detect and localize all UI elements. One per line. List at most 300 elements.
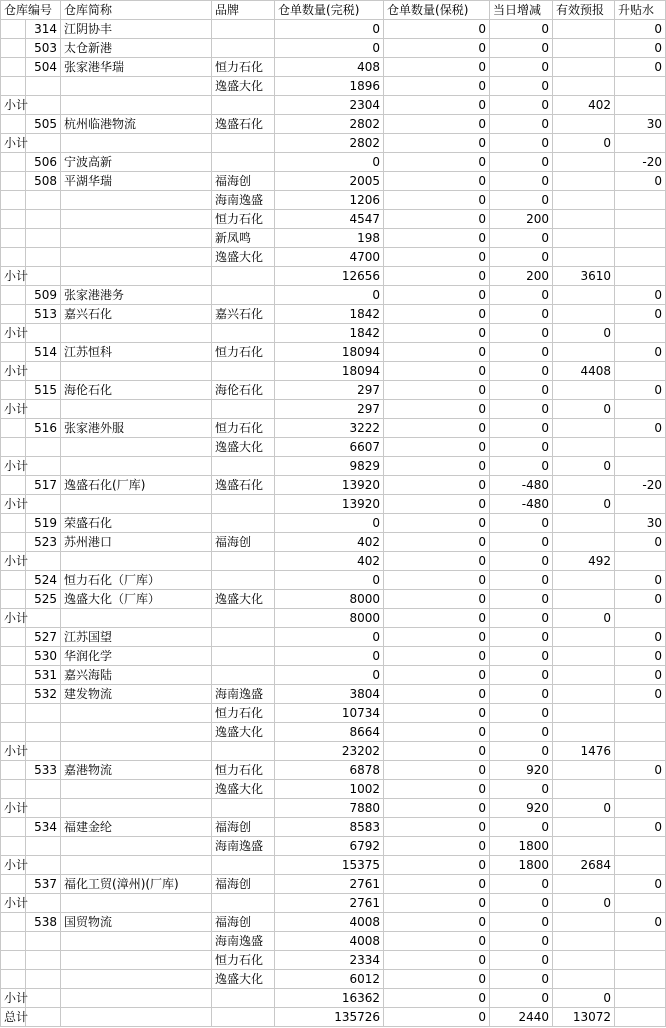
qty-duty-paid-cell: 2761 — [275, 894, 384, 913]
warehouse-code-cell — [26, 362, 61, 381]
qty-duty-paid-cell: 0 — [275, 628, 384, 647]
warehouse-name-cell: 荣盛石化 — [61, 514, 212, 533]
qty-duty-paid-cell: 4700 — [275, 248, 384, 267]
daily-change-cell: 0 — [490, 723, 553, 742]
warehouse-name-cell — [61, 229, 212, 248]
table-row — [1, 685, 666, 704]
brand-cell — [212, 400, 275, 419]
warehouse-name-cell — [61, 799, 212, 818]
daily-change-cell: 0 — [490, 894, 553, 913]
brand-cell — [212, 134, 275, 153]
premium-discount-cell — [615, 609, 666, 628]
valid-forecast-cell — [553, 970, 615, 989]
row-label-cell: 小计 — [1, 609, 26, 628]
row-label-cell — [1, 438, 26, 457]
qty-duty-paid-cell: 297 — [275, 400, 384, 419]
premium-discount-cell — [615, 77, 666, 96]
brand-cell — [212, 96, 275, 115]
table-row — [1, 818, 666, 837]
warehouse-name-cell — [61, 210, 212, 229]
row-label-cell: 小计 — [1, 96, 26, 115]
table-row — [1, 761, 666, 780]
warehouse-name-cell: 杭州临港物流 — [61, 115, 212, 134]
premium-discount-cell — [615, 134, 666, 153]
valid-forecast-cell — [553, 666, 615, 685]
brand-cell: 福海创 — [212, 533, 275, 552]
premium-discount-cell — [615, 989, 666, 1008]
qty-bonded-cell: 0 — [384, 400, 490, 419]
qty-bonded-cell: 0 — [384, 172, 490, 191]
premium-discount-cell — [615, 723, 666, 742]
warehouse-code-cell: 508 — [26, 172, 61, 191]
daily-change-cell: 0 — [490, 704, 553, 723]
warehouse-code-cell — [26, 780, 61, 799]
valid-forecast-cell — [553, 514, 615, 533]
row-label-cell: 小计 — [1, 362, 26, 381]
brand-cell: 福海创 — [212, 172, 275, 191]
row-label-cell: 小计 — [1, 134, 26, 153]
valid-forecast-cell — [553, 210, 615, 229]
qty-bonded-cell: 0 — [384, 77, 490, 96]
premium-discount-cell: 30 — [615, 115, 666, 134]
table-row — [1, 77, 666, 96]
daily-change-cell: 0 — [490, 552, 553, 571]
brand-cell: 恒力石化 — [212, 704, 275, 723]
table-row — [1, 267, 666, 286]
row-label-cell: 小计 — [1, 742, 26, 761]
daily-change-cell: 0 — [490, 875, 553, 894]
warehouse-code-cell — [26, 267, 61, 286]
table-row — [1, 913, 666, 932]
row-label-cell: 总计 — [1, 1008, 26, 1027]
table-row — [1, 362, 666, 381]
row-label-cell — [1, 571, 26, 590]
warehouse-code-cell: 509 — [26, 286, 61, 305]
warehouse-name-cell — [61, 1008, 212, 1027]
qty-duty-paid-cell: 408 — [275, 58, 384, 77]
qty-duty-paid-cell: 402 — [275, 552, 384, 571]
row-label-cell — [1, 837, 26, 856]
table-row — [1, 666, 666, 685]
premium-discount-cell: -20 — [615, 476, 666, 495]
daily-change-cell: 0 — [490, 39, 553, 58]
brand-cell — [212, 628, 275, 647]
warehouse-code-cell — [26, 932, 61, 951]
valid-forecast-cell — [553, 172, 615, 191]
premium-discount-cell — [615, 856, 666, 875]
valid-forecast-cell — [553, 628, 615, 647]
premium-discount-cell: 0 — [615, 172, 666, 191]
row-label-cell — [1, 628, 26, 647]
qty-bonded-cell: 0 — [384, 267, 490, 286]
table-row — [1, 647, 666, 666]
qty-bonded-cell: 0 — [384, 647, 490, 666]
warehouse-name-cell — [61, 96, 212, 115]
qty-bonded-cell: 0 — [384, 476, 490, 495]
qty-duty-paid-cell: 13920 — [275, 495, 384, 514]
warehouse-code-cell: 533 — [26, 761, 61, 780]
warehouse-code-cell: 527 — [26, 628, 61, 647]
qty-bonded-cell: 0 — [384, 913, 490, 932]
brand-cell: 逸盛石化 — [212, 115, 275, 134]
daily-change-cell: 0 — [490, 96, 553, 115]
table-row — [1, 39, 666, 58]
warehouse-code-cell — [26, 210, 61, 229]
table-row — [1, 381, 666, 400]
table-row — [1, 514, 666, 533]
valid-forecast-cell — [553, 77, 615, 96]
warehouse-code-cell: 538 — [26, 913, 61, 932]
qty-bonded-cell: 0 — [384, 875, 490, 894]
row-label-cell — [1, 818, 26, 837]
qty-duty-paid-cell: 297 — [275, 381, 384, 400]
valid-forecast-cell — [553, 913, 615, 932]
row-label-cell — [1, 704, 26, 723]
warehouse-name-cell — [61, 457, 212, 476]
premium-discount-cell: 0 — [615, 343, 666, 362]
qty-bonded-cell: 0 — [384, 39, 490, 58]
warehouse-code-cell — [26, 400, 61, 419]
daily-change-cell: 0 — [490, 20, 553, 39]
daily-change-cell: -480 — [490, 495, 553, 514]
brand-cell: 嘉兴石化 — [212, 305, 275, 324]
qty-duty-paid-cell: 18094 — [275, 362, 384, 381]
warehouse-code-cell: 513 — [26, 305, 61, 324]
valid-forecast-cell: 0 — [553, 495, 615, 514]
warehouse-code-cell — [26, 970, 61, 989]
premium-discount-cell — [615, 799, 666, 818]
valid-forecast-cell — [553, 951, 615, 970]
brand-cell: 逸盛大化 — [212, 723, 275, 742]
warehouse-name-cell: 华润化学 — [61, 647, 212, 666]
row-label-cell — [1, 248, 26, 267]
table-row — [1, 134, 666, 153]
brand-cell — [212, 894, 275, 913]
qty-duty-paid-cell: 0 — [275, 571, 384, 590]
brand-cell: 海南逸盛 — [212, 932, 275, 951]
brand-cell — [212, 362, 275, 381]
valid-forecast-cell — [553, 286, 615, 305]
warehouse-name-cell: 太仓新港 — [61, 39, 212, 58]
qty-duty-paid-cell: 0 — [275, 39, 384, 58]
row-label-cell — [1, 172, 26, 191]
premium-discount-cell — [615, 362, 666, 381]
table-row — [1, 229, 666, 248]
warehouse-name-cell: 逸盛大化（厂库） — [61, 590, 212, 609]
row-label-cell — [1, 343, 26, 362]
qty-bonded-cell: 0 — [384, 191, 490, 210]
brand-cell: 逸盛大化 — [212, 590, 275, 609]
daily-change-cell: 0 — [490, 628, 553, 647]
brand-cell — [212, 552, 275, 571]
warehouse-code-cell: 525 — [26, 590, 61, 609]
warehouse-name-cell: 海伦石化 — [61, 381, 212, 400]
daily-change-cell: 200 — [490, 210, 553, 229]
table-row — [1, 590, 666, 609]
warehouse-name-cell: 苏州港口 — [61, 533, 212, 552]
table-row — [1, 552, 666, 571]
premium-discount-cell: 0 — [615, 39, 666, 58]
table-row — [1, 723, 666, 742]
qty-bonded-cell: 0 — [384, 514, 490, 533]
qty-bonded-cell: 0 — [384, 856, 490, 875]
row-label-cell — [1, 229, 26, 248]
row-label-cell: 小计 — [1, 457, 26, 476]
qty-bonded-cell: 0 — [384, 305, 490, 324]
daily-change-cell: 0 — [490, 134, 553, 153]
row-label-cell — [1, 476, 26, 495]
premium-discount-cell: -20 — [615, 153, 666, 172]
warehouse-name-cell — [61, 970, 212, 989]
premium-discount-cell — [615, 951, 666, 970]
valid-forecast-cell — [553, 590, 615, 609]
header-valid-forecast: 有效预报 — [553, 1, 615, 20]
warehouse-code-cell — [26, 77, 61, 96]
premium-discount-cell: 0 — [615, 628, 666, 647]
premium-discount-cell: 0 — [615, 685, 666, 704]
table-row — [1, 305, 666, 324]
table-header — [1, 1, 666, 20]
warehouse-code-cell: 523 — [26, 533, 61, 552]
valid-forecast-cell — [553, 723, 615, 742]
daily-change-cell: 0 — [490, 248, 553, 267]
warehouse-name-cell: 建发物流 — [61, 685, 212, 704]
row-label-cell — [1, 780, 26, 799]
daily-change-cell: 0 — [490, 818, 553, 837]
warehouse-name-cell: 国贸物流 — [61, 913, 212, 932]
row-label-cell: 小计 — [1, 324, 26, 343]
row-label-cell: 小计 — [1, 799, 26, 818]
qty-bonded-cell: 0 — [384, 286, 490, 305]
table-row — [1, 419, 666, 438]
brand-cell — [212, 856, 275, 875]
valid-forecast-cell — [553, 780, 615, 799]
valid-forecast-cell: 2684 — [553, 856, 615, 875]
qty-duty-paid-cell: 15375 — [275, 856, 384, 875]
qty-duty-paid-cell: 402 — [275, 533, 384, 552]
row-label-cell — [1, 191, 26, 210]
table-row — [1, 951, 666, 970]
qty-duty-paid-cell: 0 — [275, 20, 384, 39]
warehouse-name-cell — [61, 704, 212, 723]
table-row — [1, 324, 666, 343]
daily-change-cell: 0 — [490, 742, 553, 761]
premium-discount-cell — [615, 267, 666, 286]
row-label-cell: 小计 — [1, 989, 26, 1008]
warehouse-code-cell — [26, 134, 61, 153]
table-row — [1, 932, 666, 951]
table-row — [1, 172, 666, 191]
qty-bonded-cell: 0 — [384, 818, 490, 837]
brand-cell — [212, 153, 275, 172]
warehouse-name-cell — [61, 780, 212, 799]
brand-cell — [212, 571, 275, 590]
warehouse-name-cell — [61, 723, 212, 742]
daily-change-cell: 0 — [490, 970, 553, 989]
header-daily-change: 当日增减 — [490, 1, 553, 20]
brand-cell — [212, 324, 275, 343]
daily-change-cell: 0 — [490, 913, 553, 932]
warehouse-code-cell: 530 — [26, 647, 61, 666]
warehouse-name-cell — [61, 134, 212, 153]
valid-forecast-cell — [553, 875, 615, 894]
premium-discount-cell: 0 — [615, 647, 666, 666]
qty-duty-paid-cell: 2304 — [275, 96, 384, 115]
warehouse-code-cell — [26, 837, 61, 856]
valid-forecast-cell: 0 — [553, 609, 615, 628]
daily-change-cell: 0 — [490, 514, 553, 533]
warehouse-code-cell — [26, 856, 61, 875]
row-label-cell — [1, 875, 26, 894]
brand-cell — [212, 286, 275, 305]
brand-cell — [212, 989, 275, 1008]
qty-duty-paid-cell: 4547 — [275, 210, 384, 229]
table-row — [1, 780, 666, 799]
warehouse-code-cell: 515 — [26, 381, 61, 400]
warehouse-code-cell — [26, 894, 61, 913]
table-row — [1, 799, 666, 818]
qty-duty-paid-cell: 9829 — [275, 457, 384, 476]
premium-discount-cell — [615, 457, 666, 476]
warehouse-code-cell — [26, 495, 61, 514]
warehouse-name-cell: 宁波高新 — [61, 153, 212, 172]
qty-bonded-cell: 0 — [384, 989, 490, 1008]
warehouse-name-cell: 恒力石化（厂库） — [61, 571, 212, 590]
daily-change-cell: 0 — [490, 381, 553, 400]
table-body — [1, 20, 666, 1027]
daily-change-cell: 0 — [490, 191, 553, 210]
row-label-cell — [1, 666, 26, 685]
qty-bonded-cell: 0 — [384, 438, 490, 457]
premium-discount-cell — [615, 324, 666, 343]
qty-duty-paid-cell: 7880 — [275, 799, 384, 818]
qty-duty-paid-cell: 10734 — [275, 704, 384, 723]
premium-discount-cell — [615, 210, 666, 229]
warehouse-name-cell: 逸盛石化(厂库) — [61, 476, 212, 495]
valid-forecast-cell — [553, 229, 615, 248]
qty-duty-paid-cell: 23202 — [275, 742, 384, 761]
row-label-cell: 小计 — [1, 552, 26, 571]
premium-discount-cell: 0 — [615, 419, 666, 438]
premium-discount-cell — [615, 894, 666, 913]
qty-duty-paid-cell: 8583 — [275, 818, 384, 837]
qty-duty-paid-cell: 8664 — [275, 723, 384, 742]
daily-change-cell: 200 — [490, 267, 553, 286]
table-row — [1, 476, 666, 495]
warehouse-code-cell — [26, 229, 61, 248]
warehouse-name-cell: 福化工贸(漳州)(厂库) — [61, 875, 212, 894]
daily-change-cell: 0 — [490, 153, 553, 172]
brand-cell: 恒力石化 — [212, 951, 275, 970]
premium-discount-cell: 0 — [615, 571, 666, 590]
warehouse-code-cell — [26, 191, 61, 210]
row-label-cell — [1, 951, 26, 970]
warehouse-name-cell: 江苏恒科 — [61, 343, 212, 362]
valid-forecast-cell — [553, 248, 615, 267]
header-warehouse-code: 仓库编号 — [1, 1, 61, 20]
premium-discount-cell: 0 — [615, 875, 666, 894]
warehouse-name-cell — [61, 248, 212, 267]
warehouse-name-cell: 江阴协丰 — [61, 20, 212, 39]
warehouse-code-cell: 534 — [26, 818, 61, 837]
valid-forecast-cell — [553, 761, 615, 780]
qty-bonded-cell: 0 — [384, 780, 490, 799]
warehouse-name-cell — [61, 989, 212, 1008]
premium-discount-cell — [615, 400, 666, 419]
row-label-cell — [1, 685, 26, 704]
valid-forecast-cell: 0 — [553, 457, 615, 476]
daily-change-cell: 0 — [490, 533, 553, 552]
valid-forecast-cell — [553, 115, 615, 134]
valid-forecast-cell: 1476 — [553, 742, 615, 761]
qty-bonded-cell: 0 — [384, 457, 490, 476]
row-label-cell — [1, 533, 26, 552]
brand-cell: 福海创 — [212, 913, 275, 932]
premium-discount-cell: 0 — [615, 818, 666, 837]
warehouse-code-cell: 531 — [26, 666, 61, 685]
premium-discount-cell — [615, 1008, 666, 1027]
brand-cell: 逸盛大化 — [212, 780, 275, 799]
brand-cell: 海南逸盛 — [212, 837, 275, 856]
qty-duty-paid-cell: 2334 — [275, 951, 384, 970]
qty-bonded-cell: 0 — [384, 628, 490, 647]
brand-cell: 海南逸盛 — [212, 685, 275, 704]
premium-discount-cell: 0 — [615, 286, 666, 305]
valid-forecast-cell: 492 — [553, 552, 615, 571]
qty-duty-paid-cell: 1842 — [275, 324, 384, 343]
warehouse-name-cell — [61, 267, 212, 286]
valid-forecast-cell — [553, 476, 615, 495]
brand-cell: 恒力石化 — [212, 210, 275, 229]
table-row — [1, 856, 666, 875]
warehouse-code-cell — [26, 457, 61, 476]
brand-cell: 恒力石化 — [212, 419, 275, 438]
premium-discount-cell: 0 — [615, 666, 666, 685]
qty-bonded-cell: 0 — [384, 96, 490, 115]
qty-bonded-cell: 0 — [384, 153, 490, 172]
warehouse-name-cell: 江苏国望 — [61, 628, 212, 647]
table-row — [1, 989, 666, 1008]
daily-change-cell: 0 — [490, 571, 553, 590]
valid-forecast-cell: 0 — [553, 894, 615, 913]
row-label-cell — [1, 77, 26, 96]
daily-change-cell: 0 — [490, 457, 553, 476]
daily-change-cell: 0 — [490, 324, 553, 343]
valid-forecast-cell — [553, 419, 615, 438]
valid-forecast-cell — [553, 438, 615, 457]
brand-cell: 逸盛石化 — [212, 476, 275, 495]
brand-cell: 逸盛大化 — [212, 970, 275, 989]
warehouse-code-cell — [26, 799, 61, 818]
premium-discount-cell — [615, 229, 666, 248]
row-label-cell — [1, 58, 26, 77]
warehouse-code-cell — [26, 723, 61, 742]
brand-cell: 海伦石化 — [212, 381, 275, 400]
valid-forecast-cell: 0 — [553, 134, 615, 153]
qty-duty-paid-cell: 1206 — [275, 191, 384, 210]
valid-forecast-cell — [553, 837, 615, 856]
warehouse-code-cell — [26, 742, 61, 761]
table-row — [1, 457, 666, 476]
table-row — [1, 970, 666, 989]
table-row — [1, 343, 666, 362]
warehouse-name-cell — [61, 400, 212, 419]
valid-forecast-cell: 0 — [553, 400, 615, 419]
premium-discount-cell — [615, 970, 666, 989]
daily-change-cell: 0 — [490, 989, 553, 1008]
valid-forecast-cell — [553, 153, 615, 172]
table-row — [1, 58, 666, 77]
